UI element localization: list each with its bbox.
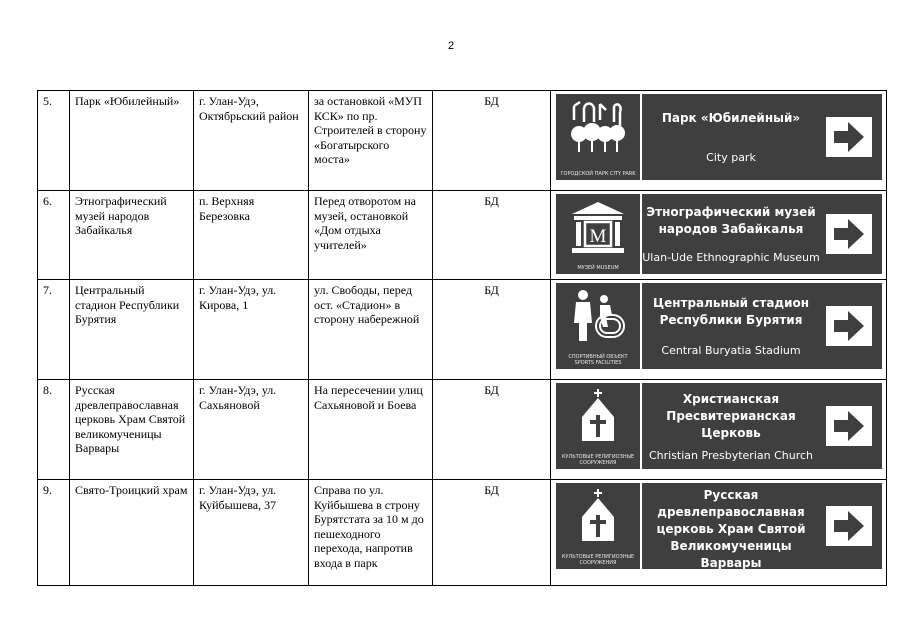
sign-placement: Справа по ул. Куйбышева в строну Бурятстата за 10 м до пешеходного перехода, напротив входа в парк	[309, 480, 433, 586]
pictogram-caption: КУЛЬТОВЫЕ РЕЛИГИОЗНЫЕ СООРУЖЕНИЯ	[561, 454, 635, 466]
sign-text-ru: Русская древлеправославная церковь Храм Святой Великомученицы Варвары	[656, 488, 806, 570]
row-number: 6.	[38, 191, 70, 280]
sign-image-cell	[551, 191, 887, 280]
sign-type: БД	[433, 91, 551, 191]
arrow-right-icon	[826, 306, 872, 346]
sign-text-en: Church	[711, 572, 751, 585]
road-signs-table	[37, 90, 887, 586]
sign-text-en: Christian Presbyterian Church	[648, 448, 814, 462]
sign-pictogram	[556, 383, 642, 469]
pictogram-caption: ГОРОДСКОЙ ПАРК CITY PARK	[560, 171, 636, 177]
sign-type: БД	[433, 280, 551, 380]
arrow-right-icon	[826, 506, 872, 546]
museum-icon	[570, 200, 626, 256]
sign-text-en: City park	[706, 151, 756, 164]
object-name: Русская древлеправославная церковь Храм Святой великомученицы Варвары	[70, 380, 194, 480]
sign-pictogram	[556, 483, 642, 569]
sign-image-cell	[551, 380, 887, 480]
pictogram-caption: СПОРТИВНЫЙ ОБЪЕКТ SPORTS FACILITIES	[568, 354, 628, 366]
sign-text-en: Central Buryatia Stadium	[661, 344, 801, 358]
row-number: 9.	[38, 480, 70, 586]
directional-sign	[556, 383, 882, 469]
sign-text-en: Ulan-Ude Ethnographic Museum	[642, 250, 820, 264]
sign-text-ru: Этнографический музей народов Забайкалья	[646, 205, 816, 237]
arrow-right-icon	[826, 406, 872, 446]
church-cross-icon	[570, 389, 626, 451]
table-row	[38, 380, 887, 480]
sign-text-ru: Христианская Пресвитерианская Церковь	[666, 391, 796, 440]
object-name: Центральный стадион Республики Бурятия	[70, 280, 194, 380]
directional-sign	[556, 483, 882, 585]
sign-placement: Перед отворотом на музей, остановкой «Дом отдыха учителей»	[309, 191, 433, 280]
sign-placement: за остановкой «МУП КСК» по пр. Строителей в сторону «Богатырского моста»	[309, 91, 433, 191]
sign-image-cell	[551, 91, 887, 191]
directional-sign	[556, 194, 882, 274]
row-number: 5.	[38, 91, 70, 191]
stadium-runner-icon	[570, 289, 626, 351]
pictogram-caption: КУЛЬТОВЫЕ РЕЛИГИОЗНЫЕ СООРУЖЕНИЯ	[561, 554, 635, 566]
table-row	[38, 480, 887, 586]
sign-pictogram	[556, 194, 642, 274]
sign-type: БД	[433, 191, 551, 280]
directional-sign	[556, 283, 882, 369]
sign-placement: ул. Свободы, перед ост. «Стадион» в сторону набережной	[309, 280, 433, 380]
pictogram-caption: МУЗЕЙ MUSEUM	[577, 265, 619, 271]
object-name: Этнографический музей народов Забайкалья	[70, 191, 194, 280]
park-trees-icon	[570, 100, 626, 160]
page-number: 2	[448, 40, 455, 52]
church-cross-icon	[570, 489, 626, 551]
sign-image-cell	[551, 480, 887, 586]
sign-pictogram	[556, 94, 642, 180]
row-number: 7.	[38, 280, 70, 380]
arrow-right-icon	[826, 117, 872, 157]
sign-text-ru: Парк «Юбилейный»	[661, 111, 801, 125]
object-address: г. Улан-Удэ, ул. Сахьяновой	[194, 380, 309, 480]
sign-placement: На пересечении улиц Сахьяновой и Боева	[309, 380, 433, 480]
object-name: Свято-Троицкий храм	[70, 480, 194, 586]
svg-text:M: M	[589, 226, 607, 247]
object-name: Парк «Юбилейный»	[70, 91, 194, 191]
sign-image-cell	[551, 280, 887, 380]
row-number: 8.	[38, 380, 70, 480]
sign-type: БД	[433, 380, 551, 480]
table-row	[38, 280, 887, 380]
sign-text-ru: Центральный стадион Республики Бурятия	[652, 295, 810, 327]
sign-type: БД	[433, 480, 551, 586]
object-address: г. Улан-Удэ, Октябрьский район	[194, 91, 309, 191]
table-row	[38, 91, 887, 191]
arrow-right-icon	[826, 214, 872, 254]
object-address: г. Улан-Удэ, ул. Куйбышева, 37	[194, 480, 309, 586]
sign-pictogram	[556, 283, 642, 369]
object-address: п. Верхняя Березовка	[194, 191, 309, 280]
table-row	[38, 191, 887, 280]
directional-sign	[556, 94, 882, 180]
object-address: г. Улан-Удэ, ул. Кирова, 1	[194, 280, 309, 380]
